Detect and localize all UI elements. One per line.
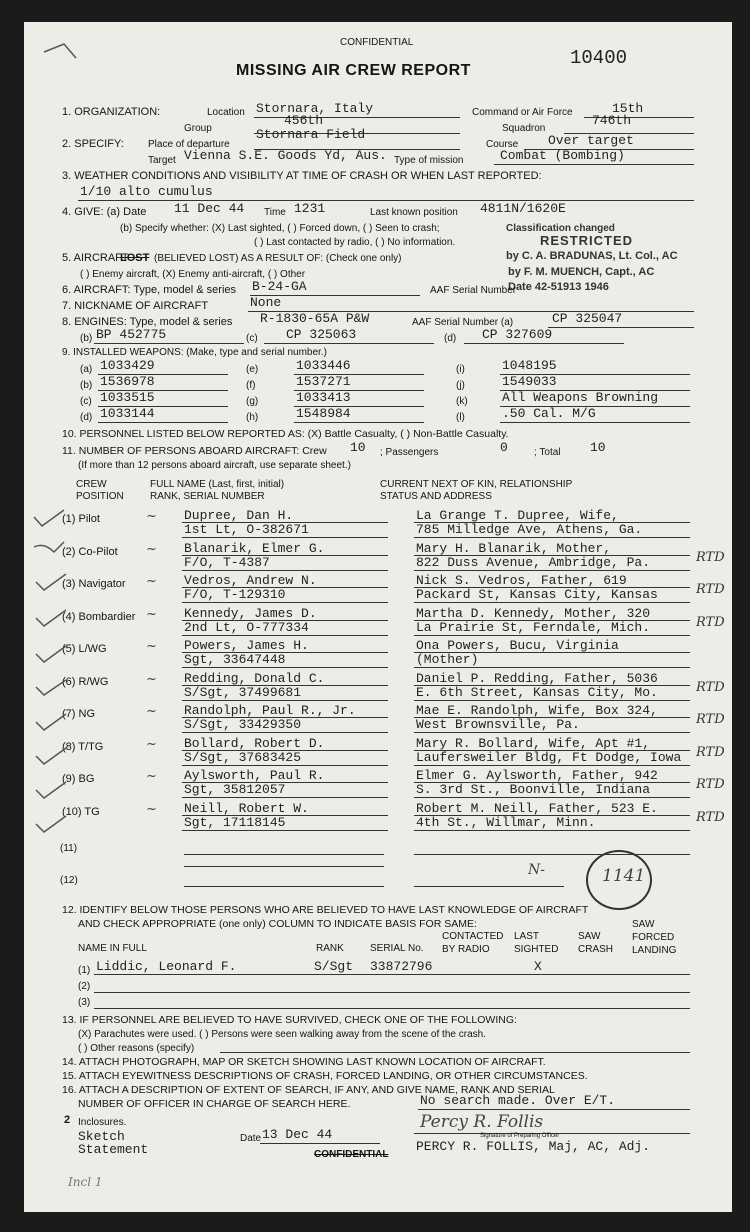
s7-label: 7. NICKNAME OF AIRCRAFT [62,300,209,312]
document-page: CONFIDENTIAL MISSING AIR CREW REPORT 10400 1. ORGANIZATION: Location Stornara, Italy Command or Air Force 15th Group 456th Squadron 746th 2. SPECIFY: Place of departure Stornara Field Course Over target Target Vienna S.E. Goods Yd, Aus. Type of mission Combat (Bombing) 3. WEATHER CONDITIONS AND VISIBILITY AT TIME OF CRASH OR WHEN LAST REPORTED: 1/10 alto cumulus 4. GIVE: (a) Date 11 Dec 44 Time 1231 Last known position 4811N/1620E (b) Specify whether: (X) Last sighted, ( ) Forced down, ( ) Seen to crash; ( ) Last contacted by radio, ( ) No information. Classification changed RESTRICTED by C. A. BRADUNAS, Lt. Col., AC by F. M. MUENCH, Capt., AC Date 42-51913 1946 5. AIRCRAFT LOST (BELIEVED LOST) AS A RESULT OF: (Check one only) ( ) Enemy aircraft, (X) Enemy anti-aircraft, ( ) Other 6. AIRCRAFT: Type, model & series B-24-GA AAF Serial Number 7. NICKNAME OF AIRCRAFT None 8. ENGINES: Type, model & series R-1830-65A P&W AAF Serial Number (a) CP 325047 (b) BP 452775 (c) CP 325063 (d) CP 327609 9. INSTALLED WEAPONS: (Make, type and serial number.) (a) 1033429 (b) 1536978 (c) 1033515 (d) 1033144 (e) 1033446 (f) 1537271 (g) 1033413 (h) 1548984 (i) 1048195 (j) 1549033 (k) All Weapons Browning (l) .50 Cal. M/G 10. PERSONNEL LISTED BELOW REPORTED AS: (X) Battle Casualty, ( ) Non-Battle Casualty. 11. NUMBER OF PERSONS ABOARD AIRCRAFT: Crew 10 ; Passengers 0 ; Total 10 (If more than 12 persons aboard aircraft, use separate sheet.) CREW POSITION FULL NAME (Last, first, initial) RANK, SERIAL NUMBER CURRENT NEXT OF KIN, RELATIONSHIP STATUS AND ADDRESS (1) Pilot Dupree, Dan H. 1st Lt, O-382671 La Grange T. Dupree, Wife, 785 Milledge Ave, Athens, Ga. ~ (2) Co-Pilot Blanarik, Elmer G. F/O, T-4387 Mary H. Blanarik, Mother, 822 Duss Avenue, Ambridge, Pa. RTD ~ (3) Navigator Vedros, Andrew N. F/O, T-129310 Nick S. Vedros, Father, 619 Packard St, Kansas City, Kansas RTD ~ (4) Bombardier Kennedy, James D. 2nd Lt, O-777334 Martha D. Kennedy, Mother, 320 La Prairie St, Ferndale, Mich. RTD ~ (5) L/WG Powers, James H. Sgt, 33647448 Ona Powers, Bucu, Virginia (Mother) ~ (6) R/WG Redding, Donald C. S/Sgt, 37499681 Daniel P. Redding, Father, 5036 E. 6th Street, Kansas City, Mo. RTD ~ (7) NG Randolph, Paul R., Jr. S/Sgt, 33429350 Mae E. Randolph, Wife, Box 324, West Brownsville, Pa. RTD ~ (8) T/TG Bollard, Robert D. S/Sgt, 37683425 Mary R. Bollard, Wife, Apt #1, Laufersweiler Bldg, Ft Dodge, Iowa RTD ~ (9) BG Aylsworth, Paul R. Sgt, 35812057 Elmer G. Aylsworth, Father, 942 S. 3rd St., Boonville, Indiana RTD ~ (10) TG Neill, Robert W. Sgt, 17118145 Robert M. Neill, Father, 523 E. 4th St., Willmar, Minn. RTD ~ (11) (12) N- 1141 12. IDENTIFY BELOW THOSE PERSONS WHO ARE BELIEVED TO HAVE LAST KNOWLEDGE OF AIRCRAFT AND CHECK APPROPRIATE (one only) COLUMN TO INDICATE BASIS FOR SAME: NAME IN FULL RANK SERIAL No. CONTACTED BY RADIO LAST SIGHTED SAW CRASH SAW FORCED LANDING (1) Liddic, Leonard F. S/Sgt 33872796 X (2) (3) 13. IF PERSONNEL ARE BELIEVED TO HAVE SURVIVED, CHECK ONE OF THE FOLLOWING: (X) Parachutes were used. ( ) Persons were seen walking away from the scene of the crash. ( ) Other reasons (specify) 14. ATTACH PHOTOGRAPH, MAP OR SKETCH SHOWING LAST KNOWN LOCATION OF AIRCRAFT. 15. ATTACH EYEWITNESS DESCRIPTIONS OF CRASH, FORCED LANDING, OR OTHER CIRCUMSTANCES. 16. ATTACH A DESCRIPTION OF EXTENT OF SEARCH, IF ANY, AND GIVE NAME, RANK AND SERIAL NUMBER OF OFFICER IN CHARGE OF SEARCH HERE. No search made. Over E/T. 2 Inclosures. Sketch Statement Date 13 Dec 44 Percy R. Follis Signature of Preparing Officer PERCY R. FOLLIS, Maj, AC, Adj. CONFIDENTIAL Incl 1 [24,22,732,1212]
engine-d: CP 327609 [482,327,553,342]
crew-name: Randolph, Paul R., Jr. [184,703,356,718]
crew-rank: F/O, T-4387 [184,554,270,570]
crew-name: Powers, James H. [184,638,309,653]
crew-rank: 1st Lt, O-382671 [184,522,309,537]
s4-label: 4. GIVE: (a) Date [62,206,147,218]
rtd-mark: RTD [696,744,725,760]
crew-kin-line-1: Robert M. Neill, Father, 523 E. [416,800,658,816]
initial-squiggle: ~ [146,769,157,784]
passengers-label: ; Passengers [380,447,439,458]
rtd-mark: RTD [696,549,725,565]
crew-kin-line-1: Mary R. Bollard, Wife, Apt #1, [416,735,651,751]
target-value: Vienna S.E. Goods Yd, Aus. [184,148,387,163]
weapon-label: (d) [80,412,93,423]
passengers-count: 0 [500,440,508,455]
inclosures-label: Inclosures. [78,1117,127,1128]
crew-name: Dupree, Dan H. [184,508,294,523]
crew-position: (4) Bombardier [62,610,136,623]
confidential-footer: CONFIDENTIAL [314,1149,389,1160]
aircraft-type-value: B-24-GA [252,279,307,294]
s12-row1-rank: S/Sgt [314,959,354,974]
s12-serial-head: SERIAL No. [370,943,424,954]
weapon-serial: 1033429 [100,358,155,373]
rtd-mark: RTD [696,777,725,792]
s11-note: (If more than 12 persons aboard aircraft, use separate sheet.) [78,460,351,471]
s12-line-1: 12. IDENTIFY BELOW THOSE PERSONS WHO ARE BELIEVED TO HAVE LAST KNOWLEDGE OF AIRCRAFT [62,904,589,916]
weapon-serial: .50 Cal. M/G [502,406,596,421]
date-value: 11 Dec 44 [174,201,245,216]
initial-squiggle: ~ [146,671,157,687]
weapon-serial: 1548984 [296,406,351,421]
s12-line-2: AND CHECK APPROPRIATE (one only) COLUMN TO INDICATE BASIS FOR SAME: [78,918,477,930]
weapon-label: (j) [456,380,465,391]
weapon-label: (l) [456,412,465,423]
rtd-mark: RTD [696,582,725,597]
signature-label: Signature of Preparing Officer [480,1133,560,1139]
stamp-line-4: by F. M. MUENCH, Capt., AC [508,266,655,278]
row-12-label: (12) [60,875,78,886]
rtd-mark: RTD [696,614,725,630]
s5-line2: ( ) Enemy aircraft, (X) Enemy anti-aircraft, ( ) Other [80,269,306,280]
s16-line-2: NUMBER OF OFFICER IN CHARGE OF SEARCH HERE. [78,1098,351,1110]
nickname-value: None [250,295,282,310]
crew-kin-line-2: Packard St, Kansas City, Kansas [416,587,658,602]
group-value: 456th [284,113,324,128]
s13-line-2: (X) Parachutes were used. ( ) Persons were seen walking away from the scene of the crash. [78,1029,486,1040]
kin-col-head: CURRENT NEXT OF KIN, RELATIONSHIP [380,479,573,490]
rtd-mark: RTD [696,712,725,727]
inclosure-1: Sketch [78,1129,125,1144]
command-value: 15th [612,101,644,116]
squadron-label: Squadron [502,123,546,134]
crew-col-head: CREW [76,479,107,490]
engine-b: BP 452775 [96,327,167,342]
crew-count: 10 [350,440,366,455]
s12-name-head: NAME IN FULL [78,943,147,954]
weapon-label: (k) [456,396,468,407]
s11-line: 11. NUMBER OF PERSONS ABOARD AIRCRAFT: Crew [62,445,327,457]
kin-col-head-2: STATUS AND ADDRESS [380,491,492,502]
crew-kin-line-1: Elmer G. Aylsworth, Father, 942 [416,768,658,783]
crew-rank: Sgt, 33647448 [184,652,286,667]
engine-a: CP 325047 [552,311,623,326]
squadron-value: 746th [592,113,632,128]
report-title: MISSING AIR CREW REPORT [236,62,471,79]
s10-line: 10. PERSONNEL LISTED BELOW REPORTED AS: (X) Battle Casualty, ( ) Non-Battle Casualty. [62,428,509,440]
weapon-serial: 1033144 [100,406,155,421]
crew-kin-line-1: Ona Powers, Bucu, Virginia [416,638,619,653]
signature: Percy R. Follis [420,1112,544,1132]
weapon-label: (b) [80,380,93,391]
departure-label: Place of departure [148,139,230,150]
row-11-label: (11) [60,843,78,854]
crew-kin-line-2: Laufersweiler Bldg, Ft Dodge, Iowa [416,749,682,765]
inclosure-2: Statement [78,1142,149,1157]
command-label: Command or Air Force [472,107,573,118]
weapon-label: (e) [246,364,259,375]
s12-row1-serial: 33872796 [370,959,433,974]
stamp-line-5: Date 42-51913 1946 [508,281,609,293]
crew-position: (7) NG [62,708,95,720]
aaf-serial-label: AAF Serial Number [430,285,517,296]
margin-note: Incl 1 [68,1175,103,1189]
crew-name: Bollard, Robert D. [184,735,325,751]
signer: PERCY R. FOLLIS, Maj, AC, Adj. [416,1139,651,1154]
crew-kin-line-2: (Mother) [416,652,479,667]
stamp-line-3: by C. A. BRADUNAS, Lt. Col., AC [506,250,678,262]
s4-b-line: (b) Specify whether: (X) Last sighted, ( ) Forced down, ( ) Seen to crash; [120,223,440,234]
weapon-label: (a) [80,364,93,375]
crew-rank: S/Sgt, 37499681 [184,684,302,700]
footer-date-label: Date [240,1133,262,1144]
s16-line-1: 16. ATTACH A DESCRIPTION OF EXTENT OF SEARCH, IF ANY, AND GIVE NAME, RANK AND SERIAL [62,1084,555,1096]
s12-landing-head: SAW FORCED LANDING [632,919,677,956]
report-number: 10400 [570,47,628,69]
s9-label: 9. INSTALLED WEAPONS: (Make, type and serial number.) [62,347,327,358]
crew-name: Kennedy, James D. [184,605,317,621]
s12-sighted-head: LAST SIGHTED [514,931,559,955]
crew-rank: 2nd Lt, O-777334 [184,619,309,635]
weather-value: 1/10 alto cumulus [80,184,213,199]
crew-name: Redding, Donald C. [184,670,325,686]
engine-serial-label: AAF Serial Number (a) [412,317,514,328]
s12-radio-head: CONTACTED BY RADIO [442,931,504,955]
s12-row1-num: (1) [78,965,91,976]
crew-name: Vedros, Andrew N. [184,573,317,588]
crew-name: Blanarik, Elmer G. [184,540,325,556]
crew-position: (6) R/WG [62,675,109,688]
group-label: Group [184,123,212,134]
crew-position: (2) Co-Pilot [62,545,118,558]
crew-kin-line-2: 4th St., Willmar, Minn. [416,814,596,830]
s12-crash-head: SAW CRASH [578,931,614,955]
weapon-label: (f) [246,380,256,391]
crew-position: (10) TG [62,805,100,818]
initial-squiggle: ~ [146,704,157,719]
position-label: Last known position [370,207,458,218]
location-value: Stornara, Italy [256,101,374,116]
crew-position: (3) Navigator [62,578,126,590]
engine-c-label: (c) [246,333,258,344]
engine-c: CP 325063 [286,327,357,342]
circled-note-text: 1141 [602,866,646,886]
crew-rank: S/Sgt, 37683425 [184,749,302,765]
engine-type-value: R-1830-65A P&W [260,311,370,326]
total-label: ; Total [534,447,561,458]
crew-kin-line-1: Nick S. Vedros, Father, 619 [416,573,627,588]
s13-line-1: 13. IF PERSONNEL ARE BELIEVED TO HAVE SURVIVED, CHECK ONE OF THE FOLLOWING: [62,1014,517,1026]
s12-row3-num: (3) [78,997,91,1008]
s2-label: 2. SPECIFY: [62,138,124,150]
crew-position: (9) BG [62,773,95,785]
crew-kin-line-2: E. 6th Street, Kansas City, Mo. [416,684,658,700]
crew-kin-line-1: Martha D. Kennedy, Mother, 320 [416,605,651,621]
crew-kin-line-2: 785 Milledge Ave, Athens, Ga. [416,522,643,537]
weapon-serial: 1537271 [296,374,351,389]
location-label: Location [207,107,245,118]
s3-label: 3. WEATHER CONDITIONS AND VISIBILITY AT TIME OF CRASH OR WHEN LAST REPORTED: [62,170,542,182]
crew-col-head-2: POSITION [76,491,124,502]
s1-label: 1. ORGANIZATION: [62,106,161,118]
s8-label: 8. ENGINES: Type, model & series [62,316,233,328]
weapon-label: (i) [456,364,465,375]
crew-kin-line-1: Mae E. Randolph, Wife, Box 324, [416,703,658,718]
engine-b-label: (b) [80,333,93,344]
crew-kin-line-2: 822 Duss Avenue, Ambridge, Pa. [416,554,651,570]
crew-rank: Sgt, 35812057 [184,782,286,797]
s5-line: (BELIEVED LOST) AS A RESULT OF: (Check one only) [154,253,402,264]
total-count: 10 [590,440,606,455]
weapon-serial: 1549033 [502,374,557,389]
name-col-head-2: RANK, SERIAL NUMBER [150,491,265,502]
crew-position: (1) Pilot [62,513,100,525]
s12-row1-name: Liddic, Leonard F. [96,959,237,974]
crew-name: Aylsworth, Paul R. [184,768,325,783]
s6-label: 6. AIRCRAFT: Type, model & series [62,284,237,296]
stamp-line-1: Classification changed [506,223,615,234]
target-label: Target [148,155,176,166]
crew-name: Neill, Robert W. [184,800,309,816]
s13-line-3: ( ) Other reasons (specify) [78,1043,195,1054]
weapon-serial: 1033446 [296,358,351,373]
crew-kin-line-1: Mary H. Blanarik, Mother, [416,540,612,556]
weapon-serial: 1033413 [296,390,351,405]
crew-kin-line-2: West Brownsville, Pa. [416,717,580,732]
weapon-serial: 1048195 [502,358,557,373]
initial-squiggle: ~ [146,509,157,524]
crew-rank: F/O, T-129310 [184,587,286,602]
engine-d-label: (d) [444,333,457,344]
crew-kin-line-1: Daniel P. Redding, Father, 5036 [416,670,658,686]
weapon-serial: All Weapons Browning [502,390,659,405]
crew-kin-line-2: La Prairie St, Ferndale, Mich. [416,619,651,635]
crew-rank: S/Sgt, 33429350 [184,717,302,732]
confidential-header: CONFIDENTIAL [340,37,414,48]
initial-squiggle: ~ [146,639,157,654]
initial-squiggle: ~ [146,541,157,557]
initial-squiggle: ~ [146,574,157,589]
initial-squiggle: ~ [146,736,157,752]
s14-line: 14. ATTACH PHOTOGRAPH, MAP OR SKETCH SHOWING LAST KNOWN LOCATION OF AIRCRAFT. [62,1056,546,1068]
s12-rank-head: RANK [316,943,344,954]
weapon-serial: 1033515 [100,390,155,405]
s12-row1-check: X [534,959,542,974]
s4-b-line2: ( ) Last contacted by radio, ( ) No information. [254,237,456,248]
name-col-head: FULL NAME (Last, first, initial) [150,479,285,490]
weapon-label: (c) [80,396,92,407]
s15-line: 15. ATTACH EYEWITNESS DESCRIPTIONS OF CRASH, FORCED LANDING, OR OTHER CIRCUMSTANCES. [62,1070,588,1082]
crew-kin-line-2: S. 3rd St., Boonville, Indiana [416,782,651,797]
crew-position: (8) T/TG [62,740,104,753]
initial-squiggle: ~ [146,606,157,622]
time-label: Time [264,207,286,218]
rtd-mark: RTD [696,679,725,695]
time-value: 1231 [294,201,326,216]
weapon-label: (g) [246,396,259,407]
check-marks [24,22,732,1212]
rtd-mark: RTD [696,809,725,825]
mission-value: Combat (Bombing) [500,148,625,163]
crew-rank: Sgt, 17118145 [184,814,286,830]
weapon-serial: 1536978 [100,374,155,389]
s16-value: No search made. Over E/T. [420,1093,616,1108]
course-label: Course [486,139,519,150]
course-value: Over target [548,133,634,148]
footer-date: 13 Dec 44 [262,1127,333,1142]
position-value: 4811N/1620E [480,201,566,216]
crew-kin-line-1: La Grange T. Dupree, Wife, [416,508,619,523]
s5-label: 5. AIRCRAFT [62,252,129,264]
weapon-label: (h) [246,412,259,423]
departure-value: Stornara Field [256,127,366,142]
s12-row2-num: (2) [78,981,91,992]
initial-squiggle: ~ [146,801,157,817]
lost-struck: LOST [120,252,150,264]
crew-position: (5) L/WG [62,643,107,655]
mission-label: Type of mission [394,155,464,166]
stamp-line-2: RESTRICTED [540,233,634,248]
inclosure-count: 2 [64,1114,71,1126]
